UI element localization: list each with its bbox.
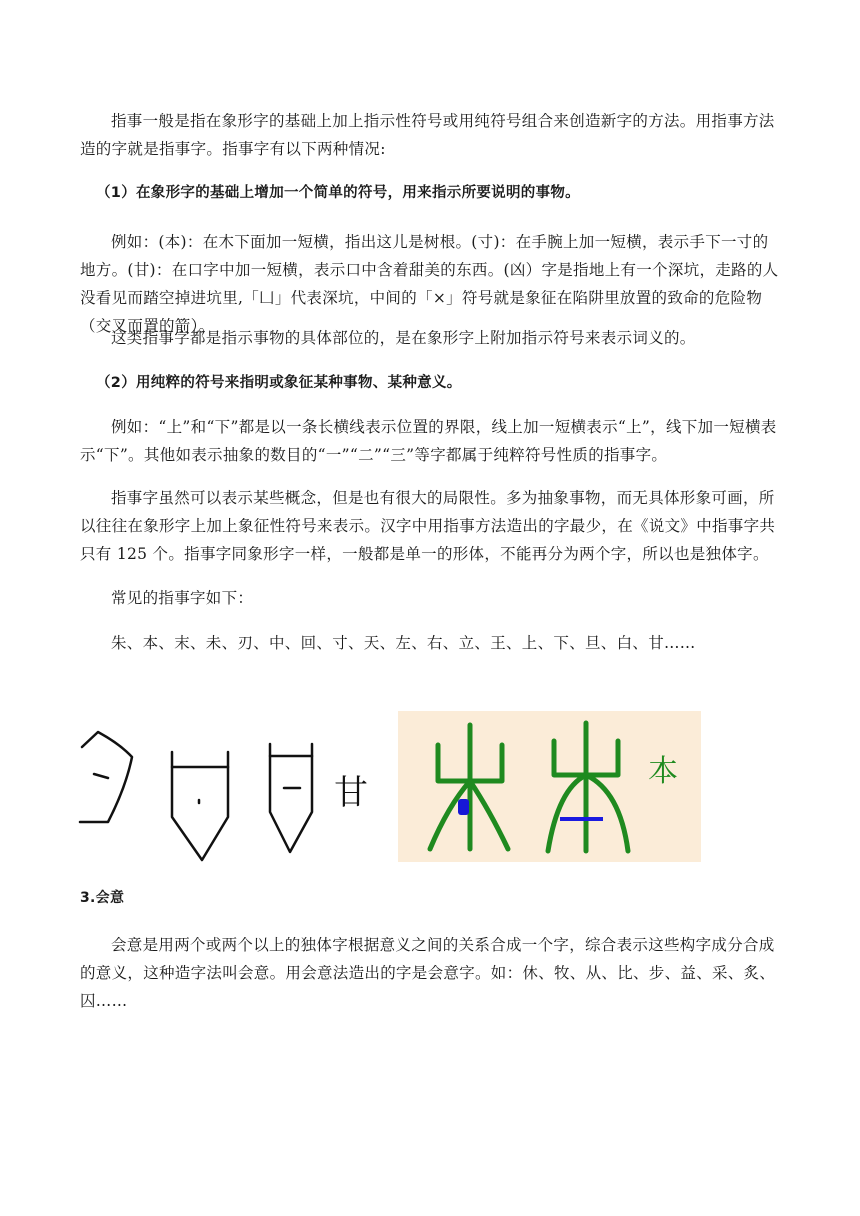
- heading-case-1: （1）在象形字的基础上增加一个简单的符号，用来指示所要说明的事物。: [96, 185, 580, 201]
- paragraph-examples-2: 例如：“上”和“下”都是以一条长横线表示位置的界限，线上加一短横表示“上”，线下加一短横表示“下”。其他如表示抽象的数目的“一”“二”“三”等字都属于纯粹符号性质的指事字。: [80, 418, 777, 464]
- seal-2-root-left: [548, 775, 586, 851]
- figure-ben-seal: [398, 711, 701, 862]
- heading-case-2: （2）用纯粹的符号来指明或象征某种事物、某种意义。: [96, 375, 462, 391]
- paragraph-examples-1: 例如：(本)：在木下面加一短横，指出这儿是树根。(寸)：在手腕上加一短横，表示手下一寸的地方。(甘)：在口字中加一短横，表示口中含着甜美的东西。(凶）字是指地上有一个深坑，走路的人没看见而踏空掉进坑里,「凵」代表深坑，中间的「×」符号就是象征在陷阱里放置的致命的危险物（交叉而置的箭）。: [80, 233, 779, 335]
- paragraph-limitations: 指事字虽然可以表示某些概念，但是也有很大的局限性。多为抽象事物，而无具体形象可画，所以往往在象形字上加上象征性符号来表示。汉字中用指事方法造出的字最少，在《说文》中指事字共只有 125 个。指事字同象形字一样，一般都是单一的形体，不能再分为两个字，所以也是独体字。: [80, 489, 776, 563]
- seal-2-root-right: [586, 775, 628, 851]
- section-heading-huiyi: 3.会意: [80, 890, 125, 906]
- paragraph-summary-1: 这类指事字都是指示事物的具体部位的，是在象形字上附加指示符号来表示词义的。: [111, 329, 696, 347]
- seal-1-mark: [458, 799, 469, 815]
- paragraph-list-intro: 常见的指事字如下：: [111, 589, 254, 607]
- glyph-3-outline: [270, 744, 312, 852]
- paragraph-huiyi: 会意是用两个或两个以上的独体字根据意义之间的关系合成一个字，综合表示这些构字成分合成的意义，这种造字法叫会意。用会意法造出的字是会意字。如：休、牧、从、比、步、益、采、炙、囚……: [80, 936, 776, 1010]
- ben-modern-char: 本: [648, 754, 678, 789]
- figure-gan-evolution: [72, 712, 372, 862]
- gan-evolution-drawing: [72, 712, 372, 862]
- glyph-1-mark: [94, 774, 108, 778]
- paragraph-intro: 指事一般是指在象形字的基础上加上指示性符号或用纯符号组合来创造新字的方法。用指事方法造的字就是指事字。指事字有以下两种情况:: [80, 112, 775, 158]
- ben-seal-drawing: [398, 711, 701, 862]
- glyph-4-modern: 甘: [334, 773, 368, 813]
- seal-1-root-right: [470, 781, 508, 849]
- paragraph-char-list: 朱、本、末、未、刃、中、回、寸、天、左、右、立、王、上、下、旦、白、甘……: [111, 634, 696, 652]
